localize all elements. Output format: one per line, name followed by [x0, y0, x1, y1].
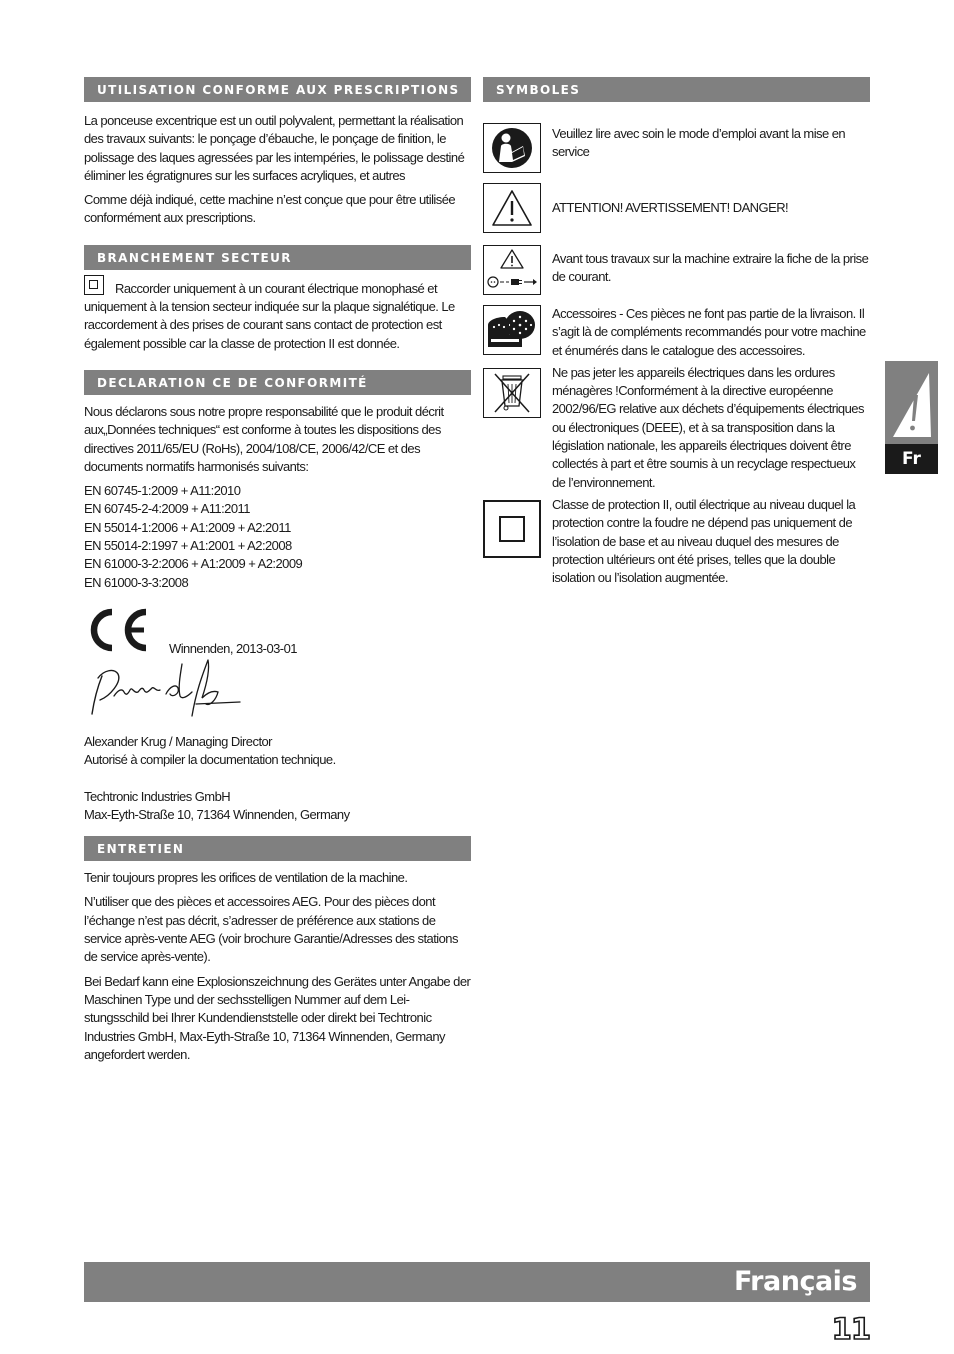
symbol-row-accessories — [483, 305, 870, 360]
symbol-row-unplug — [483, 245, 870, 295]
company-name: Techtronic Industries GmbH — [84, 788, 231, 804]
standards-list — [84, 482, 471, 592]
ce-mark-row — [84, 608, 471, 656]
language-side-tab — [885, 361, 938, 474]
read-manual-icon — [483, 123, 541, 173]
left-column — [84, 77, 471, 1064]
mains-paragraph — [84, 275, 471, 353]
standard-item: EN 60745-2-4:2009 + A11:2011 — [84, 501, 250, 517]
standard-item: EN 55014-1:2006 + A1:2009 + A2:2011 — [84, 519, 291, 535]
symbol-text-protection-class: Classe de protection II, outil électrique au niveau duquel la protection contre la foudre ne dépend pas uniquement de l’isolation de base et au niveau duquel des mesures de protection ultérieurs ont été prises, telles que la double isolation ou l’isolation augmentée. — [552, 496, 856, 586]
weee-bin-icon — [483, 368, 541, 418]
ce-declaration: Nous déclarons sous notre propre responsabilité que le produit décrit aux„Données techniques“ est conforme à toutes les dispositions des directives 2011/65/EU (RoHs), 2004/108/CE, 2006/42/CE et des documents normatifs harmonisés suivants: — [84, 403, 444, 474]
usage-paragraph-2: Comme déjà indiqué, cette machine n’est conçue que pour être utilisée conformément aux prescriptions. — [84, 192, 456, 226]
symbol-text-weee: Ne pas jeter les appareils électriques dans les ordures ménagères !Conformément à la directive européenne 2002/96/EG relative aux déchets d’équipements électriques ou électroniques (DEEE), et à sa transposition dans la législation nationale, les appareils électriques doivent être collectés à part et être soumis à un recyclage respectueux de l’environnement. — [552, 364, 864, 490]
authorized-text: Autorisé à compiler la documentation technique. — [84, 752, 336, 768]
language-tab-label: Fr — [885, 444, 938, 474]
symbols-header: SYMBOLES — [483, 77, 870, 102]
usage-header: UTILISATION CONFORME AUX PRESCRIPTIONS — [84, 77, 471, 102]
symbol-row-protection-class — [483, 496, 870, 587]
signature-image — [84, 656, 254, 728]
protection-class-ii-inline-icon — [84, 275, 104, 295]
usage-paragraph-1: La ponceuse excentrique est un outil polyvalent, permettant la réalisation des travaux suivants: le ponçage d’ébauche, le ponçage de finition, le polissage des laques agressées par les intempéries, le polissage destiné éliminer les égratignures sur les surfaces acryliques, et autres — [84, 113, 465, 183]
symbol-text-unplug: Avant tous travaux sur la machine extraire la fiche de la prise de courant. — [552, 251, 869, 285]
maintenance-paragraph-3: Bei Bedarf kann eine Explosionszeichnung des Gerätes unter Angabe der Maschinen Type und der sechsstelligen Nummer auf dem Lei- stungsschild bei Ihrer Kundendienststelle oder direkt bei Techtronic Industries GmbH, Max-Eyth-Straße 10, 71364 Winnenden, Germany angefordert werden. — [84, 973, 471, 1062]
symbol-text-read-manual: Veuillez lire avec soin le mode d’emploi avant la mise en service — [552, 126, 846, 160]
company-address: Max-Eyth-Straße 10, 71364 Winnenden, Germany — [84, 806, 350, 822]
right-column — [483, 77, 870, 587]
maintenance-paragraph-2: N’utiliser que des pièces et accessoires AEG. Pour des pièces dont l’échange n’est pas décrit, s’adresser de préférence aux stations de service après-vente AEG (voir brochure Garantie/Adresses des stations de service après-vente). — [84, 894, 458, 965]
maintenance-paragraph-1: Tenir toujours propres les orifices de ventilation de la machine. — [84, 870, 408, 886]
mains-header: BRANCHEMENT SECTEUR — [84, 245, 471, 270]
unplug-icon — [483, 245, 541, 295]
protection-class-ii-icon — [483, 500, 541, 558]
maintenance-header: ENTRETIEN — [84, 836, 471, 861]
symbol-text-warning: ATTENTION! AVERTISSEMENT! DANGER! — [552, 200, 789, 215]
symbol-row-warning — [483, 183, 870, 233]
standard-item: EN 61000-3-3:2008 — [84, 574, 189, 590]
standard-item: EN 60745-1:2009 + A11:2010 — [84, 483, 241, 499]
symbol-text-accessories: Accessoires - Ces pièces ne font pas partie de la livraison. Il s’agit là de compléments recommandés pour votre machine et énumérés dans le catalogue des accessoires. — [552, 306, 866, 358]
place-date: Winnenden, 2013-03-01 — [169, 640, 297, 656]
signature — [84, 656, 471, 733]
warning-exclamation-icon — [885, 361, 938, 444]
mains-text: Raccorder uniquement à un courant électrique monophasé et uniquement à la tension secteur indiquée sur la plaque signalétique. Le raccordement à des prises de courant sans contact de protection est également possible car la classe de protection II est donnée. — [84, 280, 455, 351]
standard-item: EN 61000-3-2:2006 + A1:2009 + A2:2009 — [84, 556, 303, 572]
ce-header: DECLARATION CE DE CONFORMITÉ — [84, 370, 471, 395]
page-number: 11 — [831, 1312, 870, 1346]
symbol-row-read-manual — [483, 123, 870, 173]
ce-mark-icon — [84, 608, 150, 652]
standard-item: EN 55014-2:1997 + A1:2001 + A2:2008 — [84, 538, 292, 554]
symbol-row-weee — [483, 364, 870, 492]
signer: Alexander Krug / Managing Director — [84, 733, 272, 749]
language-footer-bar: Français — [84, 1262, 870, 1302]
warning-triangle-icon — [483, 183, 541, 233]
accessories-icon — [483, 305, 541, 355]
